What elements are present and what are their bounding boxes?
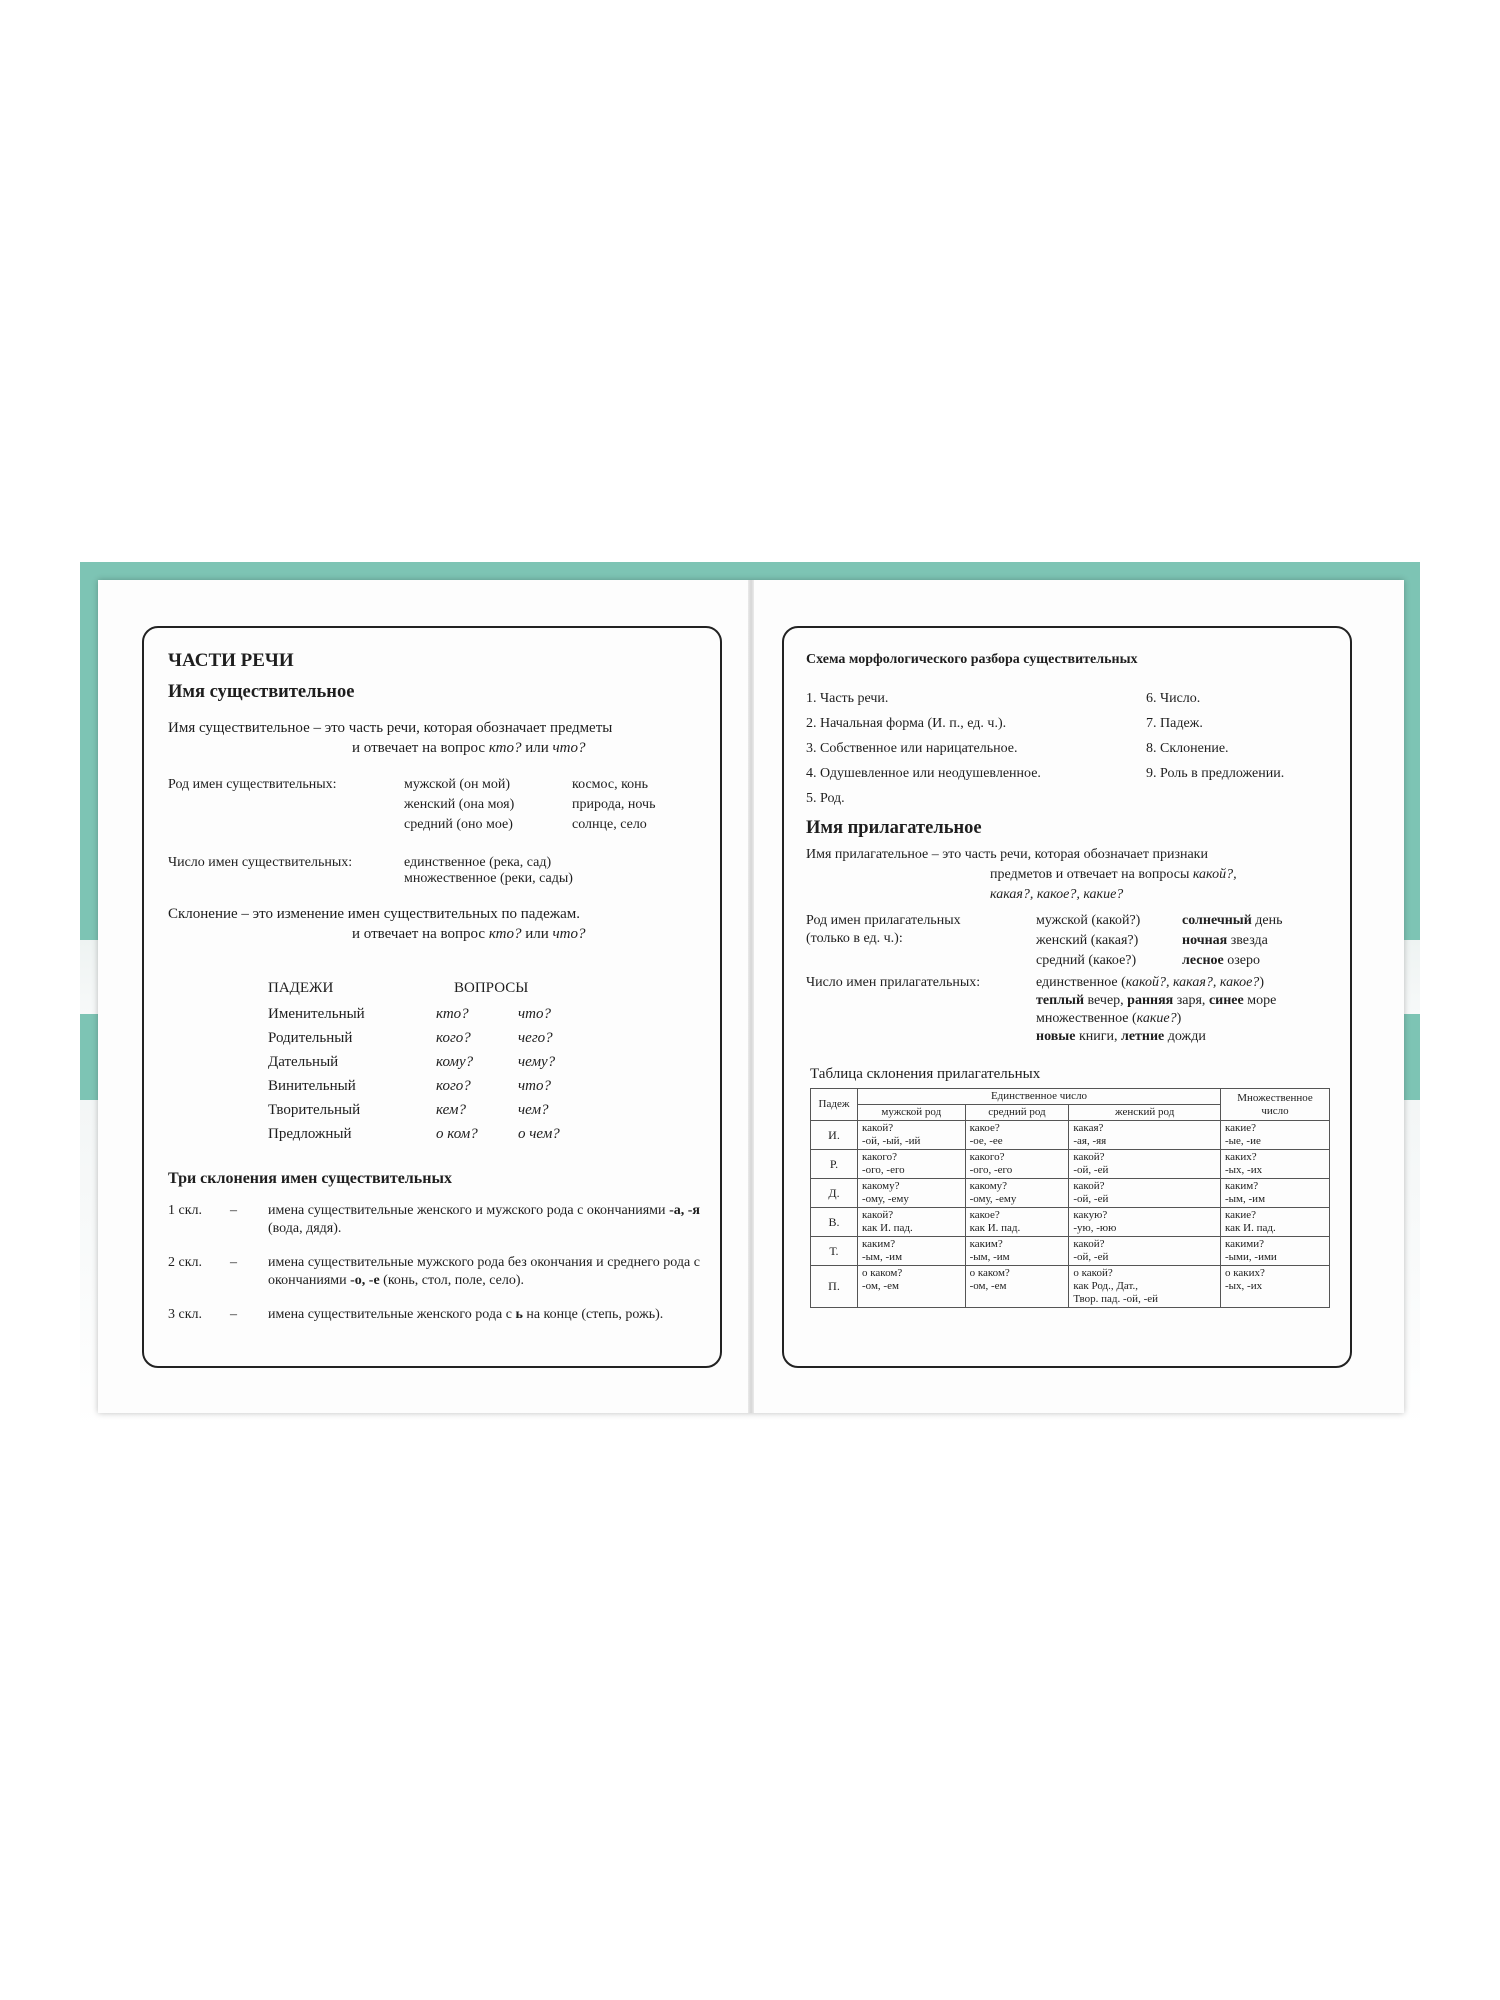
case-question: что?: [518, 1006, 551, 1022]
case-name: Родительный: [268, 1030, 353, 1046]
table-cell: о каком? -ом, -ем: [858, 1266, 966, 1308]
adj-gender-label: (только в ед. ч.):: [806, 931, 903, 946]
gender-example: природа, ночь: [572, 797, 656, 812]
scheme-item: 2. Начальная форма (И. п., ед. ч.).: [806, 716, 1007, 731]
table-cell: какой? -ой, -ей: [1069, 1237, 1221, 1266]
table-row: [811, 1121, 1330, 1150]
declension-definition-cont: и отвечает на вопрос кто? или что?: [352, 926, 586, 942]
table-cell: какая? -ая, -яя: [1069, 1121, 1221, 1150]
table-header: Падеж: [811, 1089, 858, 1121]
declension-label: 1 скл.: [168, 1203, 203, 1218]
table-cell: какое? -ое, -ее: [965, 1121, 1069, 1150]
adj-number-singular: единственное (какой?, какая?, какое?): [1036, 975, 1264, 990]
case-question: чему?: [518, 1054, 556, 1070]
declension-table: [810, 1088, 1330, 1308]
table-header: женский род: [1069, 1105, 1221, 1121]
gender-item: женский (она моя): [404, 797, 515, 812]
table-cell: какому? -ому, -ему: [858, 1179, 966, 1208]
case-name: Именительный: [268, 1006, 365, 1022]
number-label: Число имен существительных:: [168, 855, 353, 870]
table-cell: какого? -ого, -его: [858, 1150, 966, 1179]
gender-label: Род имен существительных:: [168, 777, 337, 792]
dash: –: [230, 1255, 237, 1270]
declension-label: 2 скл.: [168, 1255, 203, 1270]
adj-number-singular-example: теплый вечер, ранняя заря, синее море: [1036, 993, 1277, 1008]
case-question: кто?: [436, 1006, 469, 1022]
table-cell: П.: [811, 1266, 858, 1308]
table-row: [811, 1266, 1330, 1308]
gender-item: средний (оно мое): [404, 817, 513, 832]
table-cell: о каких? -ых, -их: [1221, 1266, 1330, 1308]
adjective-definition-cont: предметов и отвечает на вопросы какой?,: [990, 867, 1237, 882]
table-cell: какие? как И. пад.: [1221, 1208, 1330, 1237]
table-cell: какое? как И. пад.: [965, 1208, 1069, 1237]
case-question: что?: [518, 1078, 551, 1094]
case-question: о чем?: [518, 1126, 560, 1142]
adj-number-label: Число имен прилагательных:: [806, 975, 981, 990]
gender-item: мужской (он мой): [404, 777, 511, 792]
adj-gender-item: средний (какое?): [1036, 953, 1137, 968]
scheme-item: 5. Род.: [806, 791, 845, 806]
table-cell: какой? -ой, -ей: [1069, 1179, 1221, 1208]
left-panel: [142, 626, 722, 1368]
adjective-definition-questions: какая?, какое?, какие?: [990, 887, 1124, 902]
table-header: мужской род: [858, 1105, 966, 1121]
table-cell: о какой? как Род., Дат., Твор. пад. -ой, -ей: [1069, 1266, 1221, 1308]
table-cell: какую? -ую, -юю: [1069, 1208, 1221, 1237]
case-name: Дательный: [268, 1054, 339, 1070]
questions-header: ВОПРОСЫ: [454, 980, 529, 996]
case-question: чем?: [518, 1102, 549, 1118]
adj-number-plural: множественное (какие?): [1036, 1011, 1182, 1026]
declension-text: имена существительные мужского рода без окончания и среднего рода с окончаниями -о, -е (конь, стол, поле, село).: [268, 1255, 700, 1288]
table-cell: какого? -ого, -его: [965, 1150, 1069, 1179]
table-cell: какой? -ой, -ей: [1069, 1150, 1221, 1179]
declension-label: 3 скл.: [168, 1307, 203, 1322]
adj-gender-item: женский (какая?): [1036, 933, 1139, 948]
scheme-item: 4. Одушевленное или неодушевленное.: [806, 766, 1041, 781]
table-cell: Т.: [811, 1237, 858, 1266]
three-declensions-title: Три склонения имен существительных: [168, 1170, 452, 1187]
table-title: Таблица склонения прилагательных: [810, 1066, 1041, 1082]
adj-number-plural-example: новые книги, летние дожди: [1036, 1029, 1206, 1044]
table-cell: какой? как И. пад.: [858, 1208, 966, 1237]
case-question: кому?: [436, 1054, 474, 1070]
section-title: Имя существительное: [168, 682, 355, 702]
table-header: Множественное число: [1221, 1089, 1330, 1121]
adj-gender-label: Род имен прилагательных: [806, 913, 961, 928]
dash: –: [230, 1203, 237, 1218]
table-header: средний род: [965, 1105, 1069, 1121]
case-question: чего?: [518, 1030, 553, 1046]
table-row: [811, 1237, 1330, 1266]
table-cell: Р.: [811, 1150, 858, 1179]
scheme-item: 9. Роль в предложении.: [1146, 766, 1285, 781]
dash: –: [230, 1307, 237, 1322]
table-cell: каким? -ым, -им: [1221, 1179, 1330, 1208]
adjective-definition: Имя прилагательное – это часть речи, которая обозначает признаки: [806, 847, 1208, 862]
table-row: [811, 1150, 1330, 1179]
case-question: кого?: [436, 1030, 471, 1046]
scheme-item: 7. Падеж.: [1146, 716, 1203, 731]
noun-definition: Имя существительное – это часть речи, которая обозначает предметы: [168, 720, 613, 736]
adj-gender-example: ночная звезда: [1182, 933, 1268, 948]
table-cell: каким? -ым, -им: [858, 1237, 966, 1266]
case-question: о ком?: [436, 1126, 478, 1142]
scheme-title: Схема морфологического разбора существительных: [806, 652, 1138, 667]
scheme-item: 8. Склонение.: [1146, 741, 1229, 756]
case-name: Винительный: [268, 1078, 356, 1094]
table-cell: какими? -ыми, -ими: [1221, 1237, 1330, 1266]
table-cell: Д.: [811, 1179, 858, 1208]
gender-example: космос, конь: [572, 777, 649, 792]
case-question: кого?: [436, 1078, 471, 1094]
declension-text: имена существительные женского и мужского рода с окончаниями -а, -я (вода, дядя).: [268, 1203, 700, 1236]
declension-text: имена существительные женского рода с ь на конце (степь, рожь).: [268, 1307, 664, 1322]
cases-header: ПАДЕЖИ: [268, 980, 334, 996]
section-title: Имя прилагательное: [806, 818, 982, 838]
page-title: ЧАСТИ РЕЧИ: [168, 650, 294, 671]
right-panel: [782, 626, 1352, 1368]
table-cell: какому? -ому, -ему: [965, 1179, 1069, 1208]
adj-gender-item: мужской (какой?): [1036, 913, 1141, 928]
number-item: множественное (реки, сады): [404, 871, 573, 886]
table-cell: о каком? -ом, -ем: [965, 1266, 1069, 1308]
declension-definition: Склонение – это изменение имен существительных по падежам.: [168, 906, 580, 922]
table-cell: И.: [811, 1121, 858, 1150]
table-cell: В.: [811, 1208, 858, 1237]
page-fold: [748, 580, 754, 1413]
noun-definition-cont: и отвечает на вопрос кто? или что?: [352, 740, 586, 756]
adj-gender-example: солнечный день: [1182, 913, 1283, 928]
scheme-item: 3. Собственное или нарицательное.: [806, 741, 1018, 756]
number-item: единственное (река, сад): [404, 855, 552, 870]
table-row: [811, 1208, 1330, 1237]
case-name: Творительный: [268, 1102, 361, 1118]
case-question: кем?: [436, 1102, 466, 1118]
case-name: Предложный: [268, 1126, 352, 1142]
table-row: [811, 1179, 1330, 1208]
table-cell: каких? -ых, -их: [1221, 1150, 1330, 1179]
scheme-item: 1. Часть речи.: [806, 691, 889, 706]
scheme-item: 6. Число.: [1146, 691, 1201, 706]
table-cell: каким? -ым, -им: [965, 1237, 1069, 1266]
table-header: Единственное число: [858, 1089, 1221, 1105]
gender-example: солнце, село: [572, 817, 647, 832]
table-cell: какие? -ые, -ие: [1221, 1121, 1330, 1150]
table-cell: какой? -ой, -ый, -ий: [858, 1121, 966, 1150]
adj-gender-example: лесное озеро: [1182, 953, 1260, 968]
